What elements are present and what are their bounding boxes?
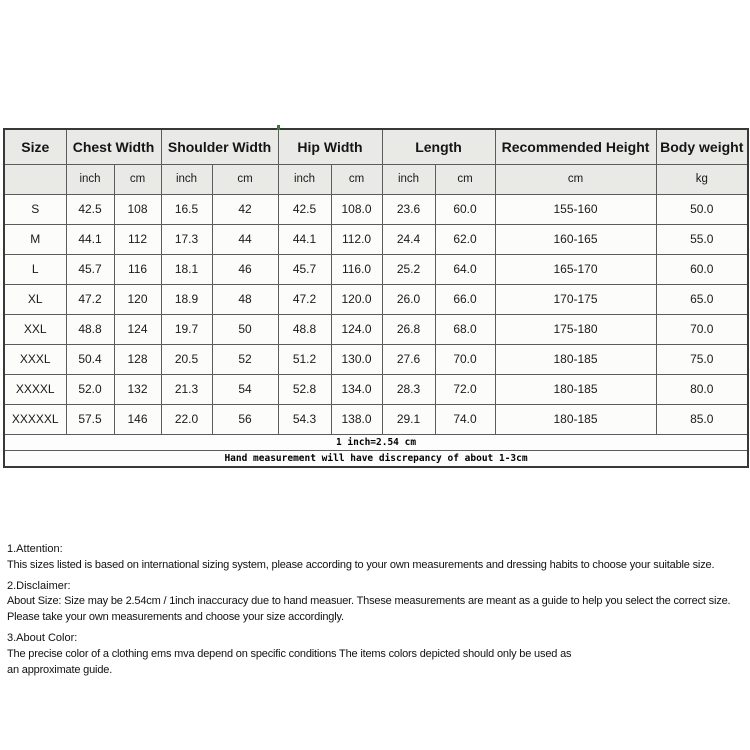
cell: 55.0 — [656, 224, 748, 254]
cell: 27.6 — [382, 344, 435, 374]
cell: 28.3 — [382, 374, 435, 404]
section-text-line: This sizes listed is based on international sizing system, please according to your own measurements and dressing habits to choose your suitable size. — [7, 558, 715, 571]
cell: 23.6 — [382, 194, 435, 224]
cell: 112.0 — [331, 224, 382, 254]
cell-size: M — [4, 224, 66, 254]
cell: 57.5 — [66, 404, 114, 434]
cell: 44.1 — [278, 224, 331, 254]
cell: 17.3 — [161, 224, 212, 254]
cell: 75.0 — [656, 344, 748, 374]
cell: 138.0 — [331, 404, 382, 434]
units-cell-empty — [4, 164, 66, 194]
cell: 47.2 — [278, 284, 331, 314]
cell: 25.2 — [382, 254, 435, 284]
cell: 146 — [114, 404, 161, 434]
note-row-inch-conversion — [4, 434, 748, 450]
section-about-color — [7, 631, 747, 678]
cell: 64.0 — [435, 254, 495, 284]
cell: 180-185 — [495, 404, 656, 434]
cell: 120 — [114, 284, 161, 314]
units-cell: inch — [382, 164, 435, 194]
cell: 22.0 — [161, 404, 212, 434]
cell: 60.0 — [656, 254, 748, 284]
cell: 85.0 — [656, 404, 748, 434]
cell: 65.0 — [656, 284, 748, 314]
info-text-block — [7, 542, 747, 683]
units-cell: cm — [435, 164, 495, 194]
cell: 160-165 — [495, 224, 656, 254]
cell: 18.1 — [161, 254, 212, 284]
section-heading: 2.Disclaimer: — [7, 579, 71, 592]
table-header-row — [4, 129, 748, 164]
cell: 116 — [114, 254, 161, 284]
cell: 72.0 — [435, 374, 495, 404]
col-header-chest-width: Chest Width — [66, 129, 161, 164]
cell: 108 — [114, 194, 161, 224]
artifact-green-dot — [277, 125, 280, 130]
cell: 54 — [212, 374, 278, 404]
cell: 20.5 — [161, 344, 212, 374]
cell: 124 — [114, 314, 161, 344]
units-cell: cm — [331, 164, 382, 194]
cell: 18.9 — [161, 284, 212, 314]
cell: 42.5 — [66, 194, 114, 224]
cell: 19.7 — [161, 314, 212, 344]
table-row-s — [4, 194, 748, 224]
units-cell: kg — [656, 164, 748, 194]
section-disclaimer — [7, 579, 747, 626]
units-cell: inch — [66, 164, 114, 194]
note-hand-measurement: Hand measurement will have discrepancy of about 1-3cm — [4, 450, 748, 467]
cell: 180-185 — [495, 374, 656, 404]
cell: 48.8 — [66, 314, 114, 344]
table-row-xl — [4, 284, 748, 314]
cell-size: XXXXXL — [4, 404, 66, 434]
cell: 124.0 — [331, 314, 382, 344]
cell: 50 — [212, 314, 278, 344]
section-heading: 3.About Color: — [7, 631, 78, 644]
cell: 48.8 — [278, 314, 331, 344]
section-text-line: Please take your own measurements and choose your size accordingly. — [7, 611, 344, 624]
cell: 45.7 — [278, 254, 331, 284]
note-row-hand-measurement — [4, 450, 748, 467]
units-cell: cm — [495, 164, 656, 194]
cell: 120.0 — [331, 284, 382, 314]
cell-size: S — [4, 194, 66, 224]
cell: 70.0 — [656, 314, 748, 344]
cell: 45.7 — [66, 254, 114, 284]
units-cell: inch — [161, 164, 212, 194]
table-row-xxxxxl — [4, 404, 748, 434]
cell: 50.0 — [656, 194, 748, 224]
cell: 180-185 — [495, 344, 656, 374]
cell: 56 — [212, 404, 278, 434]
cell: 16.5 — [161, 194, 212, 224]
cell: 134.0 — [331, 374, 382, 404]
cell: 21.3 — [161, 374, 212, 404]
cell-size: XL — [4, 284, 66, 314]
cell: 155-160 — [495, 194, 656, 224]
cell: 175-180 — [495, 314, 656, 344]
cell: 60.0 — [435, 194, 495, 224]
note-inch-conversion: 1 inch=2.54 cm — [4, 434, 748, 450]
col-header-hip-width: Hip Width — [278, 129, 382, 164]
cell: 48 — [212, 284, 278, 314]
section-text-line: an approximate guide. — [7, 663, 113, 676]
cell: 130.0 — [331, 344, 382, 374]
cell: 165-170 — [495, 254, 656, 284]
section-heading: 1.Attention: — [7, 543, 63, 555]
cell: 24.4 — [382, 224, 435, 254]
col-header-size: Size — [4, 129, 66, 164]
table-row-l — [4, 254, 748, 284]
col-header-shoulder-width: Shoulder Width — [161, 129, 278, 164]
cell: 50.4 — [66, 344, 114, 374]
cell-size: XXXXL — [4, 374, 66, 404]
cell: 42 — [212, 194, 278, 224]
cell: 42.5 — [278, 194, 331, 224]
cell: 128 — [114, 344, 161, 374]
cell: 74.0 — [435, 404, 495, 434]
cell: 62.0 — [435, 224, 495, 254]
cell: 66.0 — [435, 284, 495, 314]
cell: 44 — [212, 224, 278, 254]
size-chart-table — [3, 128, 749, 468]
units-row — [4, 164, 748, 194]
cell: 29.1 — [382, 404, 435, 434]
cell-size: L — [4, 254, 66, 284]
cell: 132 — [114, 374, 161, 404]
cell-size: XXXL — [4, 344, 66, 374]
cell: 116.0 — [331, 254, 382, 284]
cell: 44.1 — [66, 224, 114, 254]
table-row-xxl — [4, 314, 748, 344]
table-row-xxxxl — [4, 374, 748, 404]
cell: 54.3 — [278, 404, 331, 434]
table-row-m — [4, 224, 748, 254]
cell: 108.0 — [331, 194, 382, 224]
cell: 80.0 — [656, 374, 748, 404]
table-row-xxxl — [4, 344, 748, 374]
cell: 26.8 — [382, 314, 435, 344]
cell: 46 — [212, 254, 278, 284]
cell: 51.2 — [278, 344, 331, 374]
cell: 52.8 — [278, 374, 331, 404]
section-attention — [7, 542, 747, 574]
cell: 68.0 — [435, 314, 495, 344]
section-text-line: About Size: Size may be 2.54cm / 1inch inaccuracy due to hand measuer. Thsese measurements are meant as a guide to help you select the correct size. — [7, 595, 731, 608]
col-header-recommended-height: Recommended Height — [495, 129, 656, 164]
cell: 52.0 — [66, 374, 114, 404]
cell: 112 — [114, 224, 161, 254]
units-cell: cm — [212, 164, 278, 194]
cell: 52 — [212, 344, 278, 374]
col-header-body-weight: Body weight — [656, 129, 748, 164]
cell-size: XXL — [4, 314, 66, 344]
section-text-line: The precise color of a clothing ems mva depend on specific conditions The items colors depicted should only be used as — [7, 647, 572, 660]
cell: 47.2 — [66, 284, 114, 314]
units-cell: inch — [278, 164, 331, 194]
cell: 170-175 — [495, 284, 656, 314]
cell: 26.0 — [382, 284, 435, 314]
col-header-length: Length — [382, 129, 495, 164]
units-cell: cm — [114, 164, 161, 194]
cell: 70.0 — [435, 344, 495, 374]
